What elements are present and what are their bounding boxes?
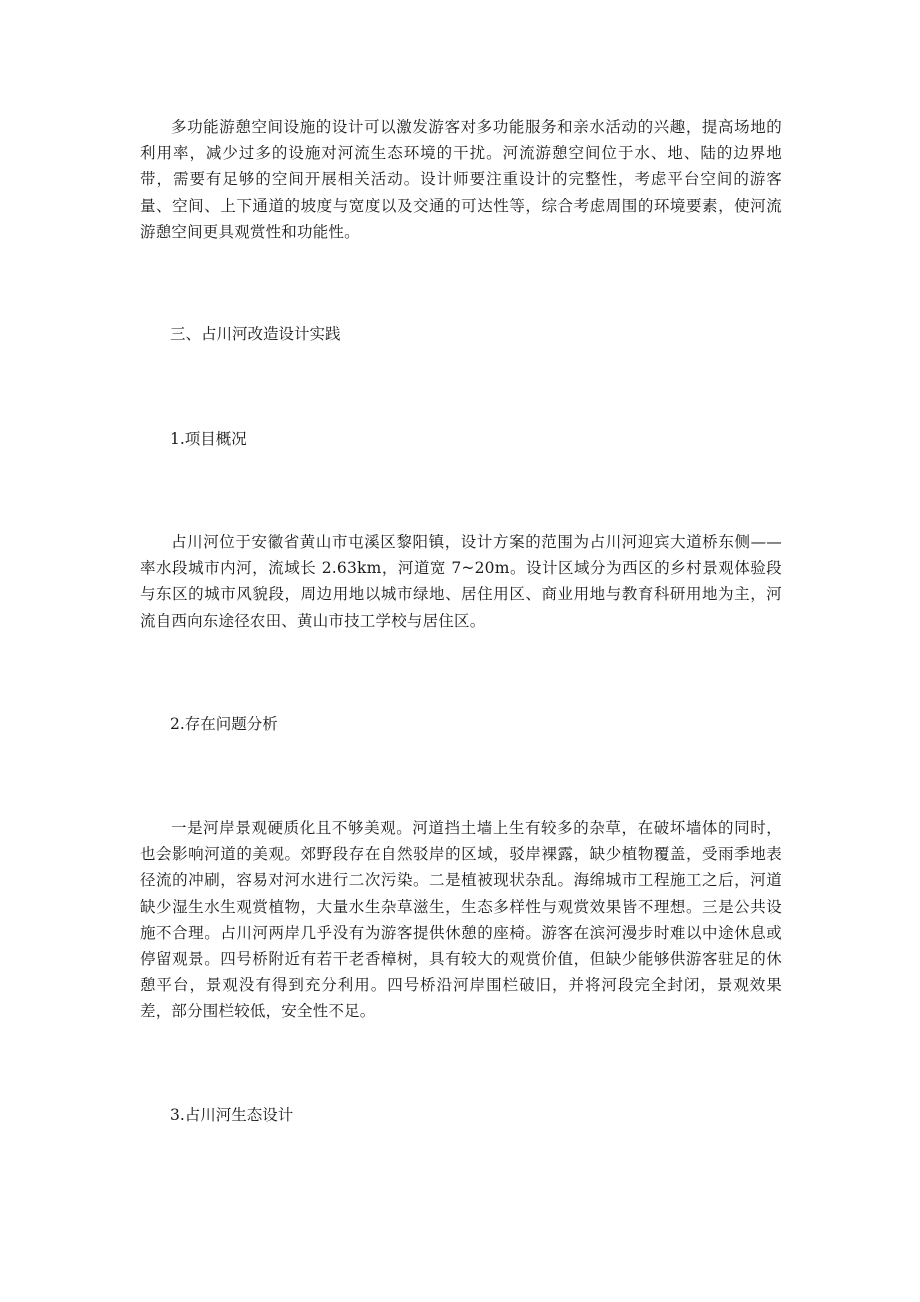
subheading-project-overview: 1.项目概况 <box>170 430 247 448</box>
subheading-ecological-design: 3.占川河生态设计 <box>170 1106 294 1124</box>
paragraph-multifunction-facilities: 多功能游憩空间设施的设计可以激发游客对多功能服务和亲水活动的兴趣，提高场地的利用率，减少过多的设施对河流生态环境的干扰。河流游憩空间位于水、地、陆的边界地带，需要有足够的空间开展相关活动。设计师要注重设计的完整性，考虑平台空间的游客量、空间、上下通道的坡度与宽度以及交通的可达性等，综合考虑周围的环境要素，使河流游憩空间更具观赏性和功能性。 <box>140 118 782 241</box>
paragraph-project-overview: 占川河位于安徽省黄山市屯溪区黎阳镇，设计方案的范围为占川河迎宾大道桥东侧——率水段城市内河，流域长 2.63km，河道宽 7~20m。设计区域分为西区的乡村景观体验段与东区的城市风貌段，周边用地以城市绿地、居住用区、商业用地与教育科研用地为主，河流自西向东途径农田、黄山市技工学校与居住区。 <box>140 533 782 630</box>
paragraph-problem-analysis: 一是河岸景观硬质化且不够美观。河道挡土墙上生有较多的杂草，在破坏墙体的同时，也会影响河道的美观。郊野段存在自然驳岸的区域，驳岸裸露，缺少植物覆盖，受雨季地表径流的冲刷，容易对河水进行二次污染。二是植被现状杂乱。海绵城市工程施工之后，河道缺少湿生水生观赏植物，大量水生杂草滋生，生态多样性与观赏效果皆不理想。三是公共设施不合理。占川河两岸几乎没有为游客提供休憩的座椅。游客在滨河漫步时难以中途休息或停留观景。四号桥附近有若干老香樟树，具有较大的观赏价值，但缺少能够供游客驻足的休憩平台，景观没有得到充分利用。四号桥沿河岸围栏破旧，并将河段完全封闭，景观效果差，部分围栏较低，安全性不足。 <box>140 819 782 1021</box>
section-heading-practice: 三、占川河改造设计实践 <box>170 325 341 343</box>
subheading-problem-analysis: 2.存在问题分析 <box>170 715 278 733</box>
